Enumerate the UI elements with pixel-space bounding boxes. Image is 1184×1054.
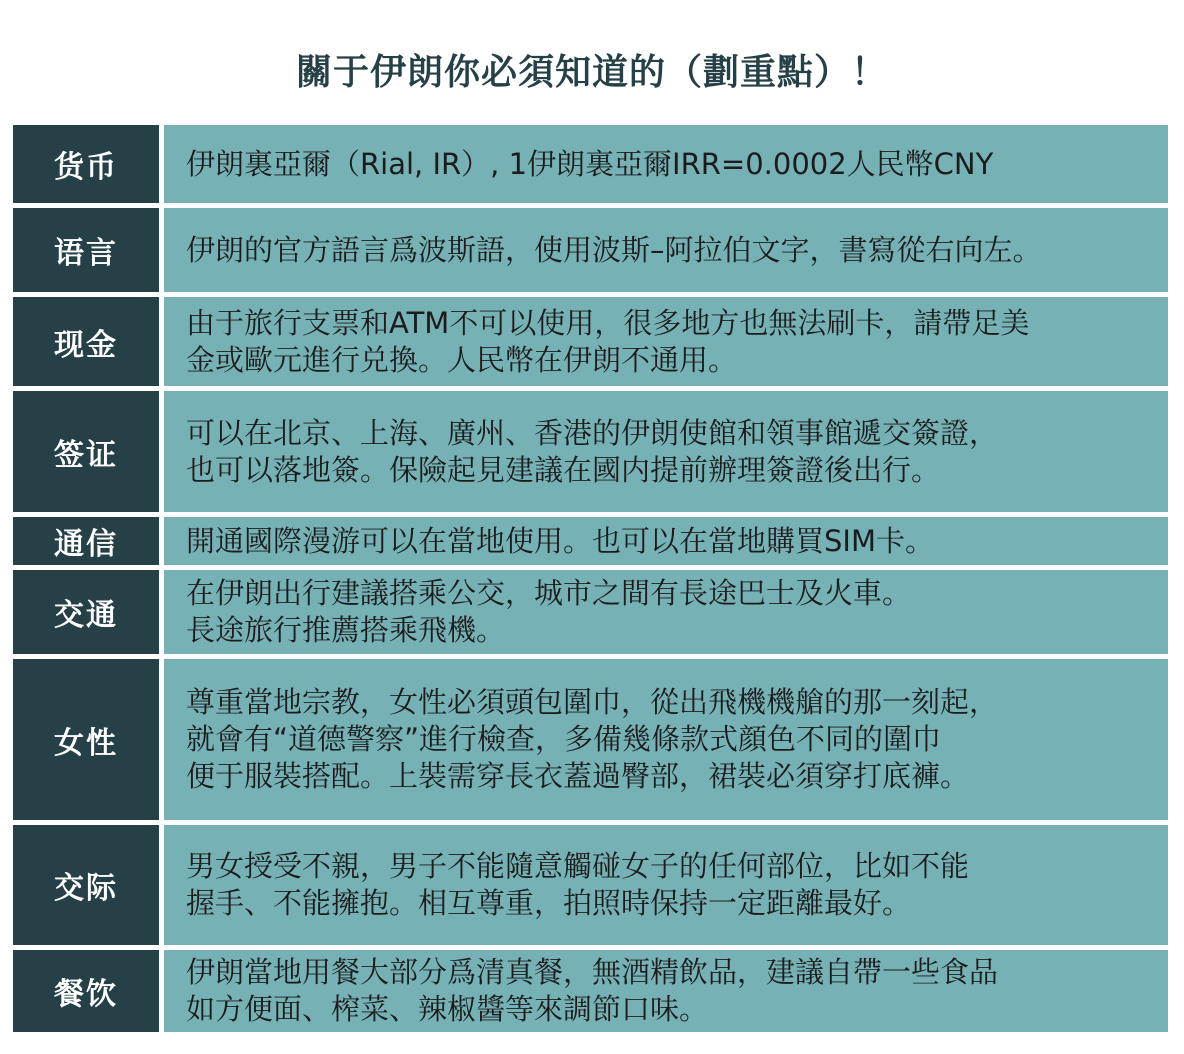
row-label-language: 语言: [13, 208, 159, 292]
table-row: [13, 517, 1168, 565]
content-line: 也可以落地簽。保險起見建議在國内提前辦理簽證後出行。: [186, 452, 941, 487]
content-line: 長途旅行推薦搭乘飛機。: [186, 613, 506, 647]
table-row: [13, 125, 1168, 203]
content-line: 伊朗的官方語言爲波斯語，使用波斯–阿拉伯文字，書寫從右向左。: [186, 232, 1042, 267]
row-content-cash: [164, 297, 1168, 386]
content-line: 金或歐元進行兑換。人民幣在伊朗不通用。: [186, 342, 738, 377]
row-content-dining: [164, 950, 1168, 1032]
row-label-cash: 现金: [13, 297, 159, 386]
row-content-visa: [164, 391, 1168, 512]
table-row: [13, 825, 1168, 945]
content-line: 由于旅行支票和ATM不可以使用，很多地方也無法刷卡，請帶足美: [186, 305, 1030, 340]
row-label-women: 女性: [13, 659, 159, 820]
page-title: 關于伊朗你必須知道的（劃重點）！: [295, 52, 888, 93]
content-line: 便于服裝搭配。上裝需穿長衣蓋過臀部，裙裝必須穿打底褲。: [186, 759, 970, 793]
content-line: 伊朗當地用餐大部分爲清真餐，無酒精飲品，建議自帶一些食品: [186, 955, 999, 989]
row-content-women: [164, 659, 1168, 820]
row-content-social: [164, 825, 1168, 945]
row-content-communication: [164, 517, 1168, 565]
content-line: 如方便面、榨菜、辣椒醬等來調節口味。: [186, 992, 709, 1026]
row-content-language: [164, 208, 1168, 292]
row-label-currency: 货币: [13, 125, 159, 203]
content-line: 就會有“道德警察”進行檢查，多備幾條款式顔色不同的圍巾: [186, 722, 942, 756]
table-row: [13, 297, 1168, 386]
row-label-social: 交际: [13, 825, 159, 945]
content-line: 可以在北京、上海、廣州、香港的伊朗使館和領事館遞交簽證，: [186, 415, 999, 450]
content-line: 伊朗裏亞爾（Rial, IR）, 1伊朗裏亞爾IRR=0.0002人民幣CNY: [186, 146, 994, 181]
table-row: [13, 659, 1168, 820]
table-row: [13, 208, 1168, 292]
content-line: 握手、不能擁抱。相互尊重，拍照時保持一定距離最好。: [186, 886, 912, 920]
row-label-communication: 通信: [13, 517, 159, 565]
row-content-currency: [164, 125, 1168, 203]
row-content-transport: [164, 570, 1168, 654]
table-row: [13, 391, 1168, 512]
content-line: 尊重當地宗教，女性必須頭包圍巾，從出飛機機艙的那一刻起，: [186, 685, 999, 719]
row-label-dining: 餐饮: [13, 950, 159, 1032]
content-line: 在伊朗出行建議搭乘公交，城市之間有長途巴士及火車。: [186, 576, 912, 610]
content-line: 男女授受不親，男子不能隨意觸碰女子的任何部位，比如不能: [186, 849, 970, 883]
content-line: 開通國際漫游可以在當地使用。也可以在當地購買SIM卡。: [186, 523, 934, 558]
row-label-visa: 签证: [13, 391, 159, 512]
row-label-transport: 交通: [13, 570, 159, 654]
table-row: [13, 570, 1168, 654]
table-row: [13, 950, 1168, 1032]
